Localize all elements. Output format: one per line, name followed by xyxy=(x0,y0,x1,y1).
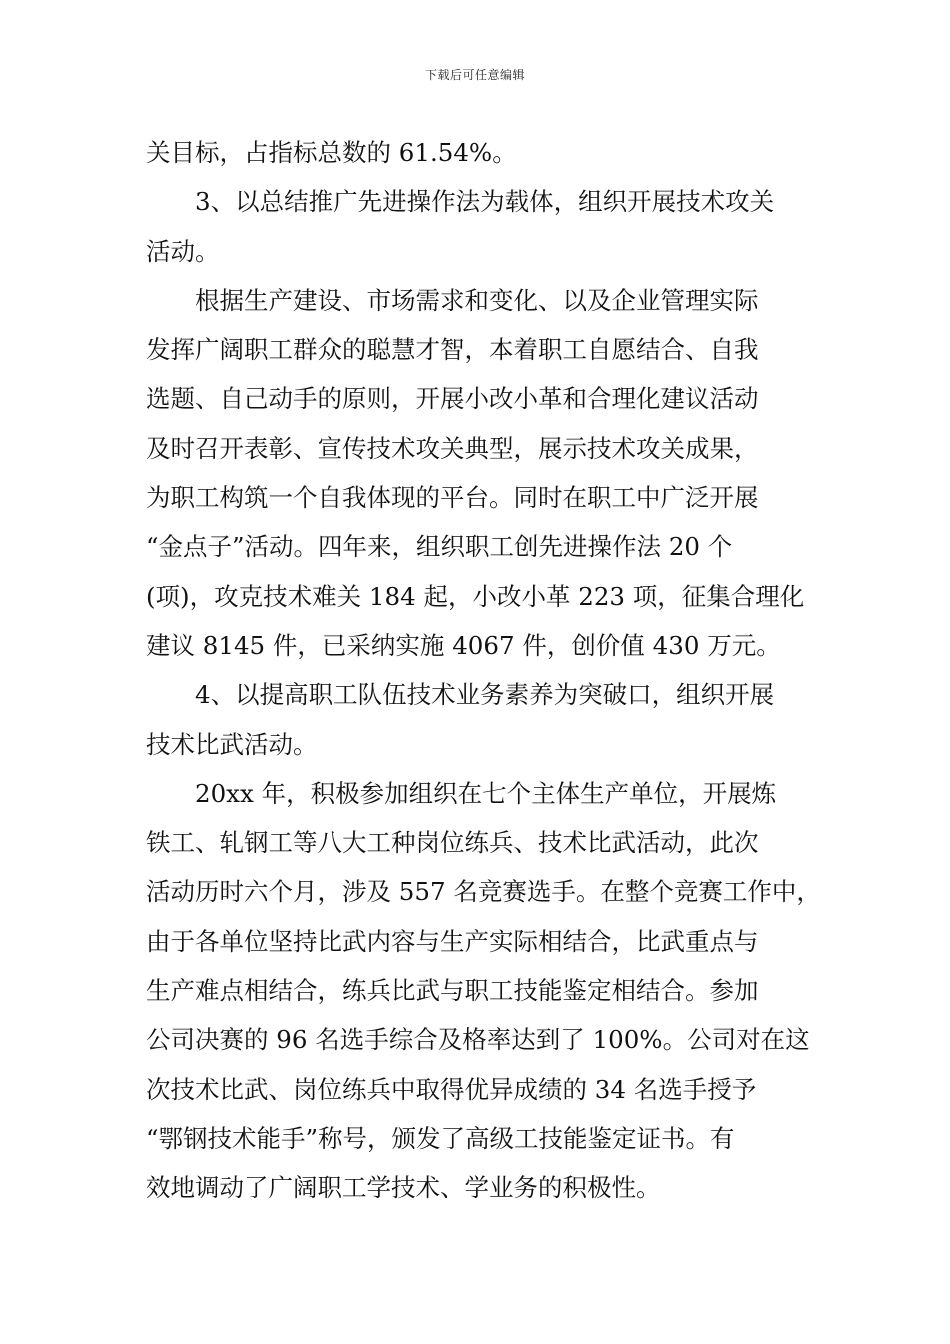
text-line: 20xx 年，积极参加组织在七个主体生产单位，开展炼 xyxy=(146,778,777,808)
text-line: 效地调动了广阔职工学技术、学业务的积极性。 xyxy=(146,1173,661,1203)
text-line: 发挥广阔职工群众的聪慧才智，本着职工自愿结合、自我 xyxy=(146,335,759,365)
text-line: “鄂钢技术能手”称号，颁发了高级工技能鉴定证书。有 xyxy=(146,1123,735,1153)
text-line: (项)，攻克技术难关 184 起，小改小革 223 项，征集合理化 xyxy=(146,581,805,611)
text-line: 生产难点相结合，练兵比武与职工技能鉴定相结合。参加 xyxy=(146,976,759,1006)
page-header: 下载后可任意编辑 xyxy=(424,68,525,82)
text-line: 关目标，占指标总数的 61.54%。 xyxy=(146,138,517,167)
text-line: 次技术比武、岗位练兵中取得优异成绩的 34 名选手授予 xyxy=(146,1074,757,1104)
text-line: 建议 8145 件，已采纳实施 4067 件，创价值 430 万元。 xyxy=(146,630,781,660)
text-line: 选题、自己动手的原则，开展小改小革和合理化建议活动 xyxy=(146,384,759,414)
text-line: 铁工、轧钢工等八大工种岗位练兵、技术比武活动，此次 xyxy=(146,828,759,858)
text-line: 根据生产建设、市场需求和变化、以及企业管理实际 xyxy=(146,285,759,315)
text-line: 4、以提高职工队伍技术业务素养为突破口，组织开展 xyxy=(146,680,775,710)
text-line: 由于各单位坚持比武内容与生产实际相结合，比武重点与 xyxy=(146,926,759,956)
text-line: 技术比武活动。 xyxy=(146,729,318,759)
text-line: 及时召开表彰、宣传技术攻关典型，展示技术攻关成果， xyxy=(146,433,759,463)
text-line: 3、以总结推广先进操作法为载体，组织开展技术攻关 xyxy=(146,187,775,217)
text-line: 为职工构筑一个自我体现的平台。同时在职工中广泛开展 xyxy=(146,483,759,513)
text-line: 公司决赛的 96 名选手综合及格率达到了 100%。公司对在这 xyxy=(146,1025,810,1055)
text-line: “金点子”活动。四年来，组织职工创先进操作法 20 个 xyxy=(146,532,733,562)
text-line: 活动历时六个月，涉及 557 名竞赛选手。在整个竞赛工作中， xyxy=(146,877,821,907)
text-line: 活动。 xyxy=(146,236,220,266)
document-body xyxy=(146,128,821,1213)
